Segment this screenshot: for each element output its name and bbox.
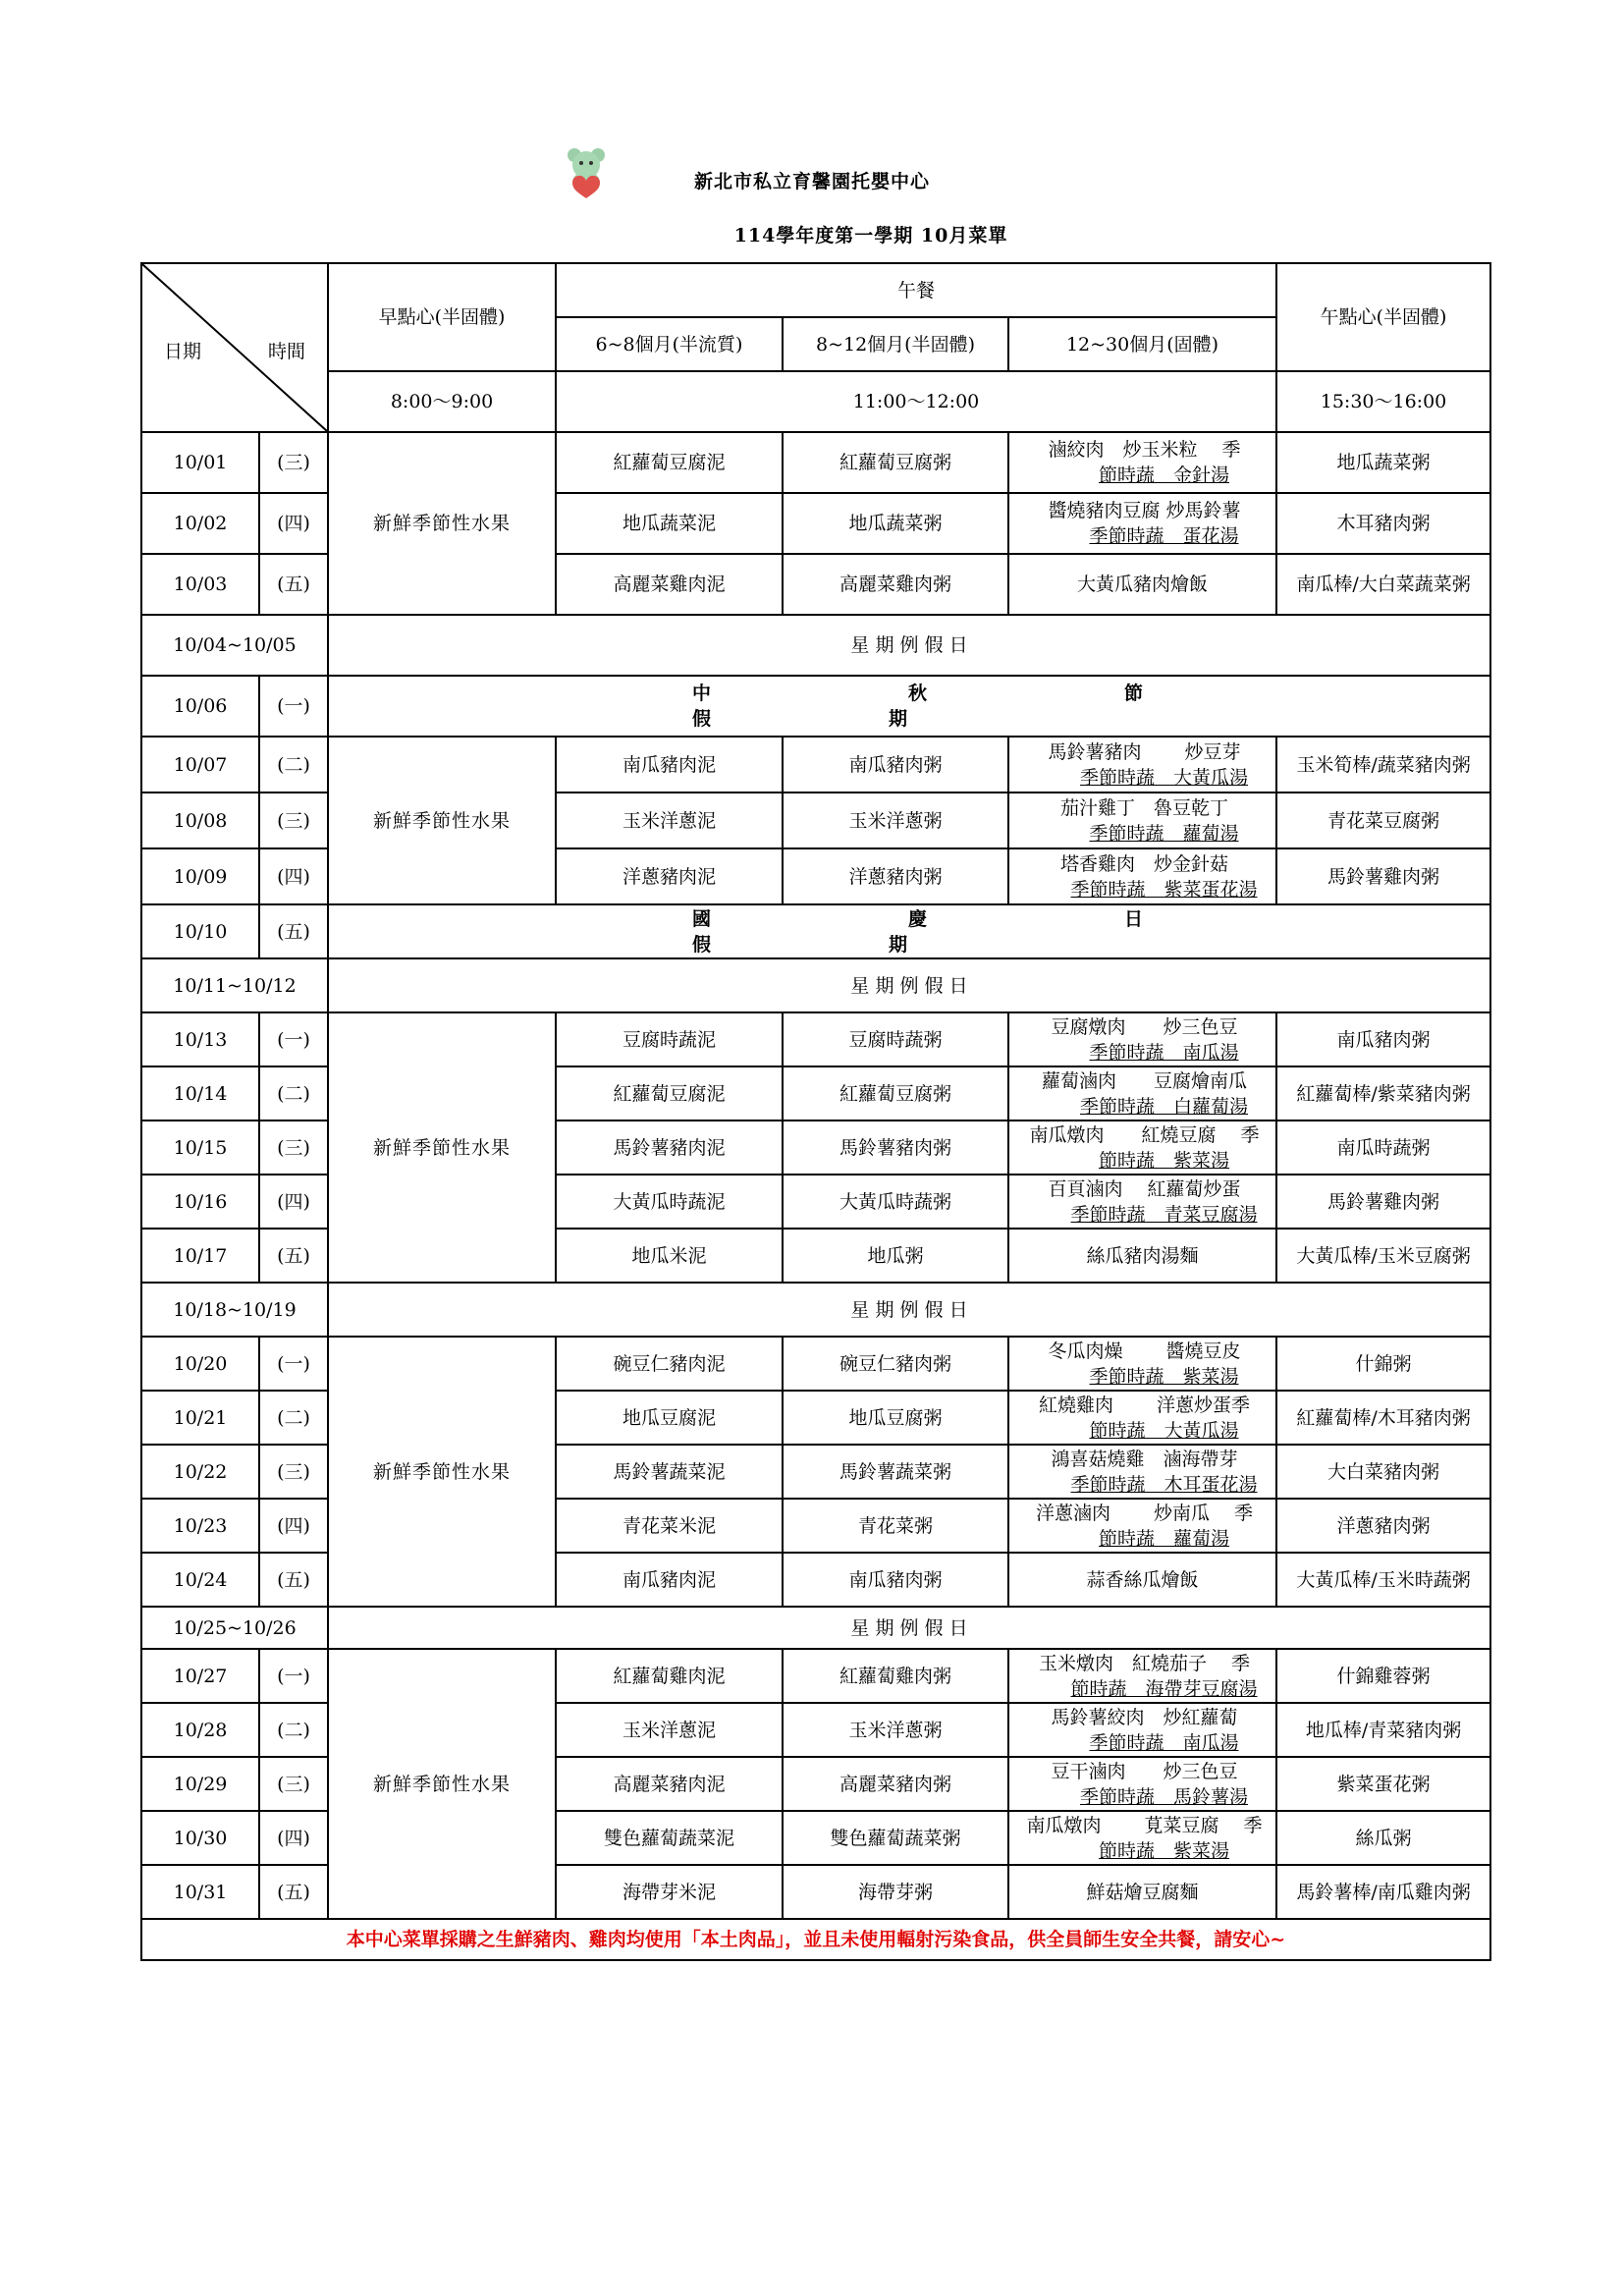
lunch-6-8-cell: 馬鈴薯豬肉泥 bbox=[556, 1121, 783, 1175]
table-row bbox=[141, 615, 1490, 676]
table-row bbox=[141, 1607, 1490, 1649]
dish-line-1: 滷絞肉 炒玉米粒 季 bbox=[1048, 439, 1241, 461]
snack-cell: 南瓜豬肉粥 bbox=[1276, 1012, 1490, 1066]
time-label: 時間 bbox=[267, 341, 305, 362]
lunch-8-12-cell: 高麗菜豬肉粥 bbox=[783, 1757, 1008, 1811]
snack-cell: 地瓜蔬菜粥 bbox=[1276, 432, 1490, 493]
lunch-12-30-cell: 大黃瓜豬肉燴飯 bbox=[1008, 554, 1276, 615]
snack-cell: 紅蘿蔔棒/木耳豬肉粥 bbox=[1276, 1391, 1490, 1445]
date-cell: 10/29 bbox=[141, 1757, 259, 1811]
dish-line-1: 塔香雞肉 炒金針菇 bbox=[1060, 852, 1229, 875]
dish-line-2: 節時蔬 海帶芽豆腐湯 bbox=[1070, 1677, 1258, 1700]
lunch-6-8-cell: 南瓜豬肉泥 bbox=[556, 737, 783, 793]
dish-line-1: 冬瓜肉燥 醬燒豆皮 bbox=[1048, 1339, 1241, 1362]
snack-cell: 大白菜豬肉粥 bbox=[1276, 1445, 1490, 1499]
dish-line-2: 季節時蔬 白蘿蔔湯 bbox=[1080, 1095, 1249, 1118]
date-cell: 10/31 bbox=[141, 1865, 259, 1919]
date-range: 10/18~10/19 bbox=[141, 1283, 328, 1337]
lunch-8-12-cell: 馬鈴薯豬肉粥 bbox=[783, 1121, 1008, 1175]
weekday-cell: (五) bbox=[259, 1229, 328, 1283]
dish-line-2: 季節時蔬 南瓜湯 bbox=[1089, 1731, 1239, 1754]
date-cell: 10/08 bbox=[141, 793, 259, 848]
snack-cell: 紅蘿蔔棒/紫菜豬肉粥 bbox=[1276, 1066, 1490, 1121]
table-row bbox=[141, 737, 1490, 793]
dish-line-2: 季節時蔬 蘿蔔湯 bbox=[1089, 822, 1239, 845]
lunch-12-30-cell bbox=[1008, 1703, 1276, 1757]
lunch-8-12-cell: 大黃瓜時蔬粥 bbox=[783, 1175, 1008, 1229]
weekday-cell: (五) bbox=[259, 1865, 328, 1919]
holiday-char: 期 bbox=[889, 708, 910, 730]
lunch-12-30-header: 12~30個月(固體) bbox=[1008, 317, 1276, 371]
lunch-12-30-cell bbox=[1008, 1066, 1276, 1121]
lunch-12-30-cell bbox=[1008, 1499, 1276, 1553]
snack-cell: 大黃瓜棒/玉米豆腐粥 bbox=[1276, 1229, 1490, 1283]
lunch-8-12-cell: 紅蘿蔔豆腐粥 bbox=[783, 432, 1008, 493]
lunch-8-12-cell: 南瓜豬肉粥 bbox=[783, 1553, 1008, 1607]
weekday-cell: (四) bbox=[259, 493, 328, 554]
lunch-6-8-cell: 玉米洋蔥泥 bbox=[556, 793, 783, 848]
dish-line-1: 醬燒豬肉豆腐 炒馬鈴薯 bbox=[1048, 500, 1241, 521]
dish-line-2: 節時蔬 紫菜湯 bbox=[1099, 1839, 1230, 1862]
lunch-12-30-cell bbox=[1008, 737, 1276, 793]
weekday-cell: (三) bbox=[259, 432, 328, 493]
snack-cell: 木耳豬肉粥 bbox=[1276, 493, 1490, 554]
date-range: 10/04~10/05 bbox=[141, 615, 328, 676]
date-cell: 10/06 bbox=[141, 676, 259, 737]
date-cell: 10/21 bbox=[141, 1391, 259, 1445]
lunch-12-30-cell bbox=[1008, 1337, 1276, 1391]
lunch-8-12-cell: 青花菜粥 bbox=[783, 1499, 1008, 1553]
lunch-12-30-cell bbox=[1008, 1012, 1276, 1066]
menu-table bbox=[140, 262, 1491, 1961]
date-cell: 10/03 bbox=[141, 554, 259, 615]
breakfast-fruit: 新鮮季節性水果 bbox=[328, 1012, 556, 1283]
lunch-8-12-cell: 海帶芽粥 bbox=[783, 1865, 1008, 1919]
lunch-12-30-cell: 絲瓜豬肉湯麵 bbox=[1008, 1229, 1276, 1283]
date-cell: 10/09 bbox=[141, 848, 259, 904]
snack-cell: 地瓜棒/青菜豬肉粥 bbox=[1276, 1703, 1490, 1757]
holiday-char: 慶 bbox=[908, 907, 930, 930]
lunch-12-30-cell bbox=[1008, 848, 1276, 904]
snack-cell: 什錦粥 bbox=[1276, 1337, 1490, 1391]
table-row bbox=[141, 904, 1490, 958]
dish-line-2: 季節時蔬 馬鈴薯湯 bbox=[1080, 1785, 1249, 1808]
dish-line-1: 南瓜燉肉 紅燒豆腐 季 bbox=[1029, 1123, 1260, 1146]
lunch-8-12-cell: 碗豆仁豬肉粥 bbox=[783, 1337, 1008, 1391]
weekday-cell: (四) bbox=[259, 1811, 328, 1865]
snack-cell: 玉米筍棒/蔬菜豬肉粥 bbox=[1276, 737, 1490, 793]
date-cell: 10/17 bbox=[141, 1229, 259, 1283]
weekday-cell: (一) bbox=[259, 676, 328, 737]
date-cell: 10/23 bbox=[141, 1499, 259, 1553]
lunch-8-12-cell: 馬鈴薯蔬菜粥 bbox=[783, 1445, 1008, 1499]
lunch-6-8-cell: 高麗菜豬肉泥 bbox=[556, 1757, 783, 1811]
holiday-char: 節 bbox=[1124, 683, 1146, 704]
dish-line-1: 馬鈴薯絞肉 炒紅蘿蔔 bbox=[1051, 1706, 1238, 1728]
lunch-12-30-cell bbox=[1008, 432, 1276, 493]
lunch-12-30-cell: 蒜香絲瓜燴飯 bbox=[1008, 1553, 1276, 1607]
lunch-8-12-cell: 雙色蘿蔔蔬菜粥 bbox=[783, 1811, 1008, 1865]
lunch-6-8-cell: 碗豆仁豬肉泥 bbox=[556, 1337, 783, 1391]
dish-line-2: 節時蔬 紫菜湯 bbox=[1099, 1149, 1230, 1172]
weekday-cell: (一) bbox=[259, 1649, 328, 1703]
lunch-12-30-cell bbox=[1008, 1649, 1276, 1703]
weekday-cell: (四) bbox=[259, 1175, 328, 1229]
date-cell: 10/13 bbox=[141, 1012, 259, 1066]
snack-header: 午點心(半固體) bbox=[1276, 263, 1490, 371]
weekday-cell: (二) bbox=[259, 1703, 328, 1757]
snack-cell: 南瓜時蔬粥 bbox=[1276, 1121, 1490, 1175]
date-cell: 10/02 bbox=[141, 493, 259, 554]
weekday-cell: (二) bbox=[259, 1391, 328, 1445]
lunch-8-12-cell: 地瓜豆腐粥 bbox=[783, 1391, 1008, 1445]
notice-row bbox=[141, 1919, 1490, 1960]
lunch-6-8-cell: 地瓜米泥 bbox=[556, 1229, 783, 1283]
table-row bbox=[141, 676, 1490, 737]
table-row bbox=[141, 958, 1490, 1012]
snack-cell: 馬鈴薯雞肉粥 bbox=[1276, 1175, 1490, 1229]
lunch-6-8-header: 6~8個月(半流質) bbox=[556, 317, 783, 371]
date-cell: 10/10 bbox=[141, 904, 259, 958]
lunch-6-8-cell: 紅蘿蔔豆腐泥 bbox=[556, 432, 783, 493]
date-cell: 10/20 bbox=[141, 1337, 259, 1391]
weekday-cell: (五) bbox=[259, 1553, 328, 1607]
snack-cell: 南瓜棒/大白菜蔬菜粥 bbox=[1276, 554, 1490, 615]
dish-line-2: 節時蔬 金針湯 bbox=[1099, 465, 1230, 486]
dish-line-2: 節時蔬 大黃瓜湯 bbox=[1089, 1419, 1239, 1442]
table-row bbox=[141, 1012, 1490, 1066]
table-row bbox=[141, 1649, 1490, 1703]
lunch-12-30-cell bbox=[1008, 1391, 1276, 1445]
holiday-char: 秋 bbox=[908, 683, 930, 704]
lunch-header: 午餐 bbox=[556, 263, 1276, 317]
lunch-6-8-cell: 南瓜豬肉泥 bbox=[556, 1553, 783, 1607]
lunch-8-12-cell: 豆腐時蔬粥 bbox=[783, 1012, 1008, 1066]
date-cell: 10/01 bbox=[141, 432, 259, 493]
dish-line-2: 季節時蔬 紫菜蛋花湯 bbox=[1070, 878, 1258, 901]
breakfast-fruit: 新鮮季節性水果 bbox=[328, 432, 556, 615]
snack-time: 15:30～16:00 bbox=[1276, 371, 1490, 432]
lunch-6-8-cell: 雙色蘿蔔蔬菜泥 bbox=[556, 1811, 783, 1865]
breakfast-fruit: 新鮮季節性水果 bbox=[328, 737, 556, 904]
holiday-char: 期 bbox=[889, 933, 910, 956]
date-range: 10/11~10/12 bbox=[141, 958, 328, 1012]
dish-line-1: 豆干滷肉 炒三色豆 bbox=[1051, 1760, 1238, 1782]
weekend-note: 星 期 例 假 日 bbox=[328, 1283, 1490, 1337]
lunch-6-8-cell: 豆腐時蔬泥 bbox=[556, 1012, 783, 1066]
dish-line-1: 豆腐燉肉 炒三色豆 bbox=[1051, 1015, 1238, 1038]
date-cell: 10/30 bbox=[141, 1811, 259, 1865]
table-row bbox=[141, 432, 1490, 493]
dish-line-1: 紅燒雞肉 洋蔥炒蛋季 bbox=[1038, 1394, 1251, 1416]
table-row bbox=[141, 1337, 1490, 1391]
snack-cell: 大黃瓜棒/玉米時蔬粥 bbox=[1276, 1553, 1490, 1607]
lunch-8-12-header: 8~12個月(半固體) bbox=[783, 317, 1008, 371]
weekend-note: 星 期 例 假 日 bbox=[328, 1607, 1490, 1649]
holiday-banner bbox=[328, 904, 1490, 958]
date-cell: 10/24 bbox=[141, 1553, 259, 1607]
lunch-time: 11:00～12:00 bbox=[556, 371, 1276, 432]
lunch-6-8-cell: 馬鈴薯蔬菜泥 bbox=[556, 1445, 783, 1499]
lunch-8-12-cell: 地瓜粥 bbox=[783, 1229, 1008, 1283]
weekday-cell: (一) bbox=[259, 1012, 328, 1066]
org-title: 新北市私立育馨園托嬰中心 bbox=[693, 171, 930, 192]
snack-cell: 馬鈴薯棒/南瓜雞肉粥 bbox=[1276, 1865, 1490, 1919]
dish-line-2: 節時蔬 蘿蔔湯 bbox=[1099, 1527, 1230, 1550]
holiday-char: 假 bbox=[692, 708, 714, 730]
weekday-cell: (五) bbox=[259, 554, 328, 615]
lunch-8-12-cell: 洋蔥豬肉粥 bbox=[783, 848, 1008, 904]
weekday-cell: (三) bbox=[259, 1121, 328, 1175]
lunch-12-30-cell bbox=[1008, 1811, 1276, 1865]
weekday-cell: (四) bbox=[259, 848, 328, 904]
lunch-8-12-cell: 紅蘿蔔豆腐粥 bbox=[783, 1066, 1008, 1121]
term-title: 114學年度第一學期 10月菜單 bbox=[733, 225, 1008, 246]
date-range: 10/25~10/26 bbox=[141, 1607, 328, 1649]
holiday-char: 國 bbox=[692, 907, 714, 930]
weekday-cell: (二) bbox=[259, 737, 328, 793]
weekday-cell: (一) bbox=[259, 1337, 328, 1391]
table-row bbox=[141, 1283, 1490, 1337]
weekend-note: 星 期 例 假 日 bbox=[328, 958, 1490, 1012]
weekday-cell: (五) bbox=[259, 904, 328, 958]
weekday-cell: (四) bbox=[259, 1499, 328, 1553]
holiday-banner bbox=[328, 676, 1490, 737]
lunch-8-12-cell: 玉米洋蔥粥 bbox=[783, 1703, 1008, 1757]
lunch-6-8-cell: 玉米洋蔥泥 bbox=[556, 1703, 783, 1757]
weekday-cell: (三) bbox=[259, 1757, 328, 1811]
lunch-12-30-cell bbox=[1008, 1121, 1276, 1175]
notice-text: 本中心菜單採購之生鮮豬肉、雞肉均使用「本土肉品」，並且未使用輻射污染食品，供全員師生安全共餐，請安心~ bbox=[141, 1919, 1490, 1960]
breakfast-header: 早點心(半固體) bbox=[328, 263, 556, 371]
dish-line-2: 季節時蔬 南瓜湯 bbox=[1089, 1041, 1239, 1064]
date-label: 日期 bbox=[164, 341, 202, 362]
weekday-cell: (三) bbox=[259, 1445, 328, 1499]
lunch-6-8-cell: 高麗菜雞肉泥 bbox=[556, 554, 783, 615]
breakfast-time: 8:00～9:00 bbox=[328, 371, 556, 432]
breakfast-fruit: 新鮮季節性水果 bbox=[328, 1649, 556, 1919]
weekend-note: 星 期 例 假 日 bbox=[328, 615, 1490, 676]
snack-cell: 馬鈴薯雞肉粥 bbox=[1276, 848, 1490, 904]
lunch-6-8-cell: 地瓜蔬菜泥 bbox=[556, 493, 783, 554]
breakfast-fruit: 新鮮季節性水果 bbox=[328, 1337, 556, 1607]
snack-cell: 什錦雞蓉粥 bbox=[1276, 1649, 1490, 1703]
holiday-char: 中 bbox=[692, 683, 714, 704]
dish-line-1: 百頁滷肉 紅蘿蔔炒蛋 bbox=[1048, 1177, 1241, 1200]
date-cell: 10/27 bbox=[141, 1649, 259, 1703]
dish-line-2: 季節時蔬 紫菜湯 bbox=[1089, 1365, 1239, 1388]
lunch-12-30-cell bbox=[1008, 1445, 1276, 1499]
lunch-8-12-cell: 高麗菜雞肉粥 bbox=[783, 554, 1008, 615]
lunch-12-30-cell: 鮮菇燴豆腐麵 bbox=[1008, 1865, 1276, 1919]
lunch-6-8-cell: 洋蔥豬肉泥 bbox=[556, 848, 783, 904]
lunch-12-30-cell bbox=[1008, 1757, 1276, 1811]
dish-line-2: 季節時蔬 青菜豆腐湯 bbox=[1070, 1203, 1258, 1226]
lunch-6-8-cell: 地瓜豆腐泥 bbox=[556, 1391, 783, 1445]
lunch-8-12-cell: 玉米洋蔥粥 bbox=[783, 793, 1008, 848]
date-cell: 10/16 bbox=[141, 1175, 259, 1229]
snack-cell: 絲瓜粥 bbox=[1276, 1811, 1490, 1865]
date-cell: 10/15 bbox=[141, 1121, 259, 1175]
dish-line-1: 南瓜燉肉 莧菜豆腐 季 bbox=[1026, 1814, 1263, 1836]
dish-line-1: 蘿蔔滷肉 豆腐燴南瓜 bbox=[1042, 1069, 1248, 1092]
lunch-6-8-cell: 大黃瓜時蔬泥 bbox=[556, 1175, 783, 1229]
lunch-6-8-cell: 青花菜米泥 bbox=[556, 1499, 783, 1553]
dish-line-1: 茄汁雞丁 魯豆乾丁 bbox=[1060, 796, 1229, 819]
dish-line-1: 馬鈴薯豬肉 炒豆芽 bbox=[1048, 740, 1241, 763]
holiday-char: 日 bbox=[1124, 907, 1146, 930]
date-cell: 10/28 bbox=[141, 1703, 259, 1757]
lunch-6-8-cell: 紅蘿蔔雞肉泥 bbox=[556, 1649, 783, 1703]
lunch-8-12-cell: 南瓜豬肉粥 bbox=[783, 737, 1008, 793]
dish-line-2: 季節時蔬 大黃瓜湯 bbox=[1080, 766, 1249, 789]
lunch-6-8-cell: 海帶芽米泥 bbox=[556, 1865, 783, 1919]
snack-cell: 洋蔥豬肉粥 bbox=[1276, 1499, 1490, 1553]
lunch-8-12-cell: 紅蘿蔔雞肉粥 bbox=[783, 1649, 1008, 1703]
date-cell: 10/22 bbox=[141, 1445, 259, 1499]
snack-cell: 青花菜豆腐粥 bbox=[1276, 793, 1490, 848]
lunch-8-12-cell: 地瓜蔬菜粥 bbox=[783, 493, 1008, 554]
date-time-corner bbox=[141, 263, 328, 432]
lunch-12-30-cell bbox=[1008, 793, 1276, 848]
dish-line-1: 洋蔥滷肉 炒南瓜 季 bbox=[1035, 1502, 1254, 1524]
lunch-12-30-cell bbox=[1008, 493, 1276, 554]
dish-line-1: 玉米燉肉 紅燒茄子 季 bbox=[1038, 1652, 1251, 1674]
dish-line-2: 季節時蔬 木耳蛋花湯 bbox=[1070, 1473, 1258, 1496]
lunch-12-30-cell bbox=[1008, 1175, 1276, 1229]
dish-line-1: 鴻喜菇燒雞 滷海帶芽 bbox=[1051, 1448, 1238, 1470]
date-cell: 10/14 bbox=[141, 1066, 259, 1121]
snack-cell: 紫菜蛋花粥 bbox=[1276, 1757, 1490, 1811]
holiday-char: 假 bbox=[692, 933, 714, 956]
weekday-cell: (三) bbox=[259, 793, 328, 848]
date-cell: 10/07 bbox=[141, 737, 259, 793]
lunch-6-8-cell: 紅蘿蔔豆腐泥 bbox=[556, 1066, 783, 1121]
dish-line-2: 季節時蔬 蛋花湯 bbox=[1089, 525, 1239, 547]
weekday-cell: (二) bbox=[259, 1066, 328, 1121]
